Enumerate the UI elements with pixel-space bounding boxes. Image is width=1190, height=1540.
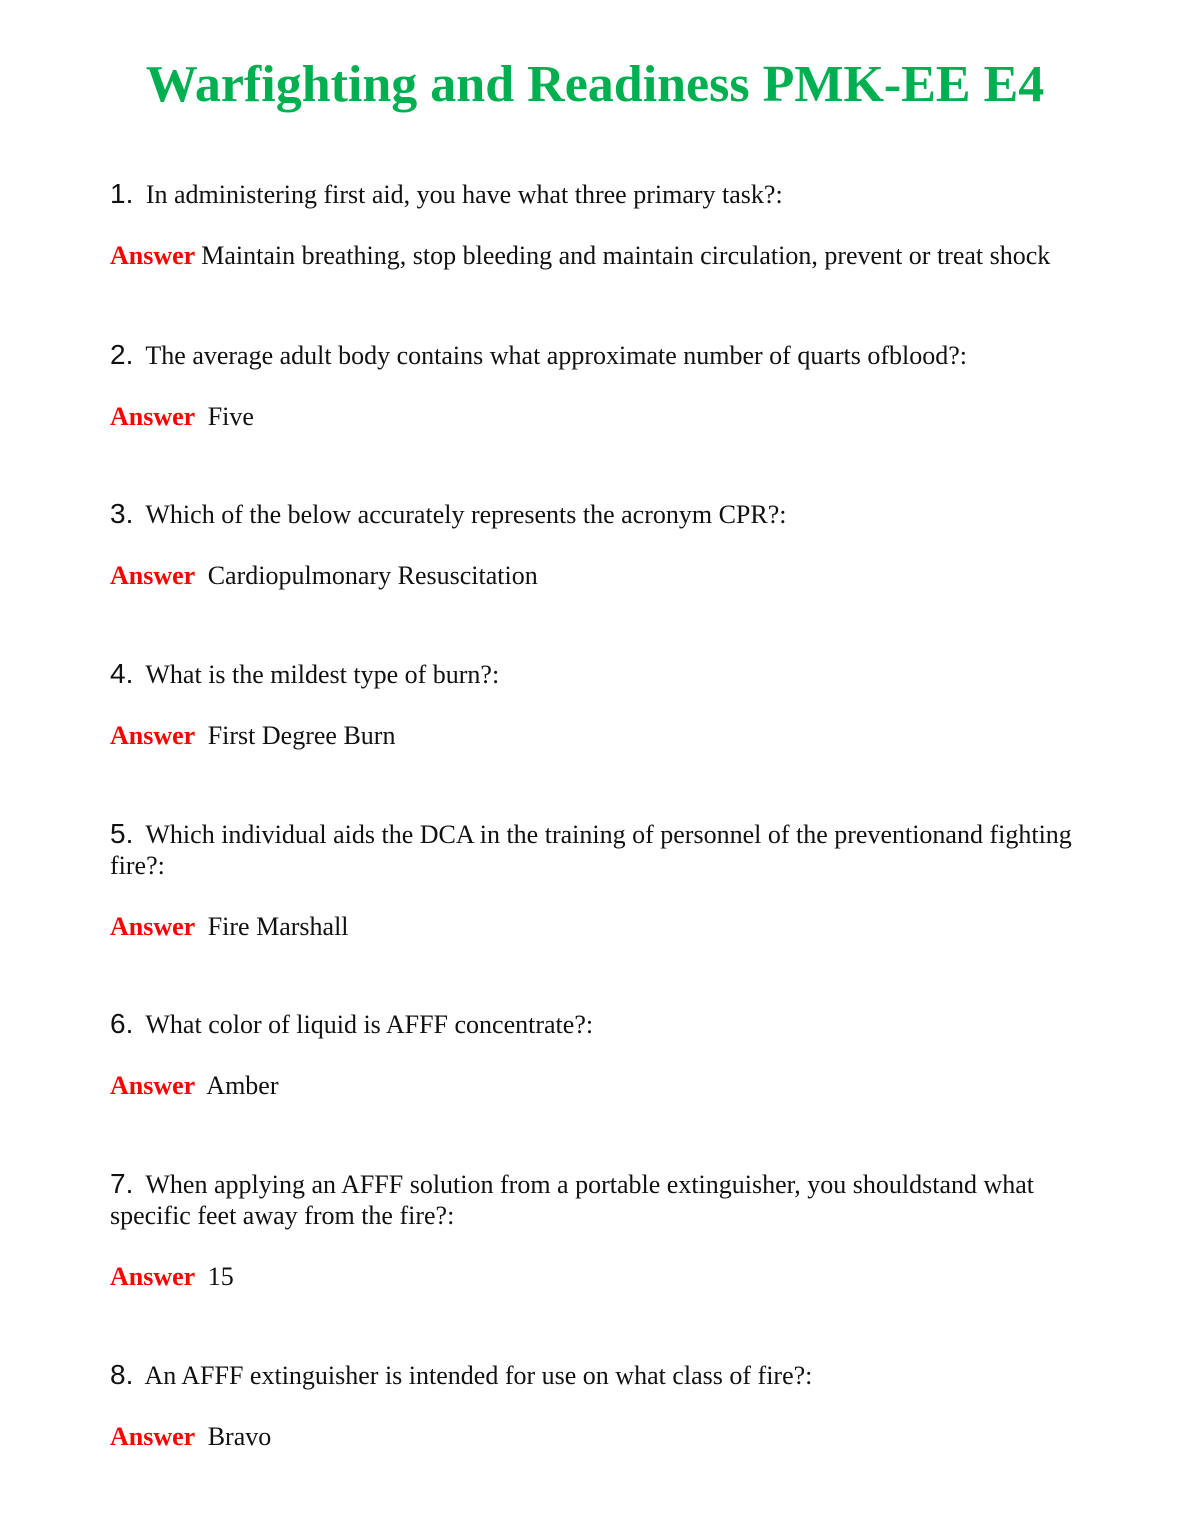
question xyxy=(110,498,1100,530)
answer-text: Cardiopulmonary Resuscitation xyxy=(207,561,538,590)
answer-label: Answer xyxy=(110,721,196,750)
qa-item-6 xyxy=(110,1008,1100,1101)
question-text: An AFFF extinguisher is intended for use on what class of fire?: xyxy=(144,1361,813,1390)
answer-label: Answer xyxy=(110,1071,196,1100)
question-text: What color of liquid is AFFF concentrate?: xyxy=(145,1010,594,1039)
question-text: In administering first aid, you have what three primary task?: xyxy=(145,180,783,209)
question-number: 5. xyxy=(110,818,134,849)
question-number: 3. xyxy=(110,498,134,529)
question-text: Which of the below accurately represents the acronym CPR?: xyxy=(145,500,787,529)
question-text: The average adult body contains what approximate number of quarts ofblood?: xyxy=(145,341,968,370)
question-number: 8. xyxy=(110,1359,134,1390)
qa-item-8 xyxy=(110,1359,1100,1452)
question xyxy=(110,658,1100,690)
question xyxy=(110,1008,1100,1040)
question-text: Which individual aids the DCA in the training of personnel of the preventionand fighting fire?: xyxy=(110,820,1072,880)
qa-item-4 xyxy=(110,658,1100,751)
question xyxy=(110,1168,1100,1231)
answer-label: Answer xyxy=(110,912,196,941)
question-text: When applying an AFFF solution from a portable extinguisher, you shouldstand what specific feet away from the fire?: xyxy=(110,1170,1035,1230)
answer-label: Answer xyxy=(110,402,196,431)
question-number: 7. xyxy=(110,1168,134,1199)
answer xyxy=(110,401,1100,432)
page-title: Warfighting and Readiness PMK-EE E4 xyxy=(145,56,1045,113)
question xyxy=(110,1359,1100,1391)
answer xyxy=(110,1070,1100,1101)
answer-label: Answer xyxy=(110,1422,196,1451)
answer xyxy=(110,240,1100,271)
answer-text: Five xyxy=(207,402,254,431)
answer-text: First Degree Burn xyxy=(207,721,396,750)
answer-text: Maintain breathing, stop bleeding and maintain circulation, prevent or treat shock xyxy=(201,241,1051,270)
qa-item-7 xyxy=(110,1168,1100,1292)
answer-text: Amber xyxy=(206,1071,279,1100)
question-number: 4. xyxy=(110,658,134,689)
answer xyxy=(110,1421,1100,1452)
answer-label: Answer xyxy=(110,1262,196,1291)
qa-item-1 xyxy=(110,178,1100,271)
answer xyxy=(110,1261,1100,1292)
qa-item-5 xyxy=(110,818,1100,942)
question xyxy=(110,818,1100,881)
question xyxy=(110,339,1100,371)
question-number: 2. xyxy=(110,339,134,370)
answer-text: 15 xyxy=(207,1262,234,1291)
answer-label: Answer xyxy=(110,241,196,270)
question xyxy=(110,178,1100,210)
question-number: 6. xyxy=(110,1008,134,1039)
question-number: 1. xyxy=(110,178,134,209)
qa-item-3 xyxy=(110,498,1100,591)
answer-text: Bravo xyxy=(207,1422,272,1451)
answer-text: Fire Marshall xyxy=(207,912,349,941)
answer-label: Answer xyxy=(110,561,196,590)
answer xyxy=(110,720,1100,751)
question-text: What is the mildest type of burn?: xyxy=(145,660,500,689)
answer xyxy=(110,911,1100,942)
qa-item-2 xyxy=(110,339,1100,432)
answer xyxy=(110,560,1100,591)
